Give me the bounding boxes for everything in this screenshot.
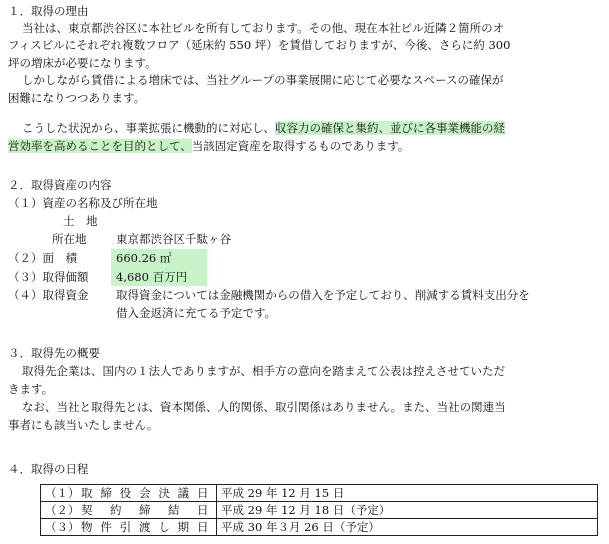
- reason-line-5: 困難になりつつあります。: [8, 91, 146, 105]
- reason-line-3: 坪の増床が必要になります。: [8, 56, 157, 70]
- item2-label: （２）面 積: [8, 251, 77, 265]
- row-number: （１）: [45, 485, 80, 500]
- schedule-label-cell: [41, 519, 217, 536]
- reason-line-7: [8, 139, 409, 154]
- schedule-date: 平成 29 年 12 月 18 日（予定）: [217, 502, 598, 519]
- item2-value: 660.26 ㎡: [116, 251, 172, 265]
- counterparty-line-4: 事者にも該当いたしません。: [8, 418, 159, 432]
- schedule-label-cell: [41, 502, 217, 519]
- reason-line-2: フィスビルにそれぞれ複数フロア（延床約 550 坪）を賃借しておりますが、今後、さらに約 300: [8, 38, 511, 52]
- counterparty-line-3: なお、当社と取得先とは、資本関係、人的関係、取引関係はありません。また、当社の関連当: [22, 400, 506, 414]
- item4-label: （４）取得資金: [8, 288, 89, 302]
- schedule-date: 平成 29 年 12 月 15 日: [217, 485, 598, 502]
- location-label: 所在地: [52, 232, 87, 246]
- item1-label: （１）資産の名称及び所在地: [8, 196, 158, 210]
- item3-label: （３）取得価額: [8, 270, 89, 284]
- reason-line-1: 当社は、東京都渋谷区に本社ビルを所有しております。その他、現在本社ビル近隣２箇所のオ: [22, 21, 505, 35]
- reason-line-6-text: こうした状況から、事業拡張に機動的に対応し、: [22, 121, 275, 135]
- schedule-label: 物件引渡し期日: [81, 519, 209, 534]
- reason-line-7-text: 当該固定資産を取得するものであります。: [191, 139, 410, 153]
- schedule-label: 契約締結日: [81, 502, 209, 517]
- counterparty-line-1: 取得先企業は、国内の１法人でありますが、相手方の意向を踏まえて公表は控えさせていただ: [22, 364, 505, 378]
- item3-value: 4,680 百万円: [116, 270, 188, 284]
- asset-type: 土 地: [63, 214, 98, 228]
- table-row: [41, 502, 598, 519]
- highlight-purpose-part1: 収容力の確保と集約、並びに各事業機能の経: [275, 121, 505, 135]
- schedule-label-cell: [41, 485, 217, 502]
- highlight-purpose-part2: 営効率を高めることを目的として、: [8, 139, 192, 153]
- row-number: （２）: [45, 502, 80, 517]
- section4-heading: ４．取得の日程: [8, 462, 89, 476]
- section1-heading: １．取得の理由: [8, 4, 89, 18]
- schedule-date: 平成 30 年３月 26 日（予定）: [217, 519, 598, 536]
- section2-heading: ２．取得資産の内容: [8, 178, 112, 192]
- item4-line-2: 借入金返済に充てる予定です。: [116, 306, 277, 320]
- table-row: [41, 485, 598, 502]
- location-value: 東京都渋谷区千駄ヶ谷: [116, 232, 231, 246]
- section3-heading: ３．取得先の概要: [8, 346, 100, 360]
- schedule-label: 取締役会決議日: [81, 485, 209, 500]
- row-number: （３）: [45, 519, 80, 534]
- schedule-table: [40, 484, 598, 536]
- table-row: [41, 519, 598, 536]
- item4-line-1: 取得資金については金融機関からの借入を予定しており、削減する賃料支出分を: [116, 288, 530, 302]
- reason-line-4: しかしながら賃借による増床では、当社グループの事業展開に応じて必要なスペースの確保が: [22, 73, 504, 87]
- counterparty-line-2: きます。: [8, 382, 54, 396]
- reason-line-6: [22, 121, 505, 136]
